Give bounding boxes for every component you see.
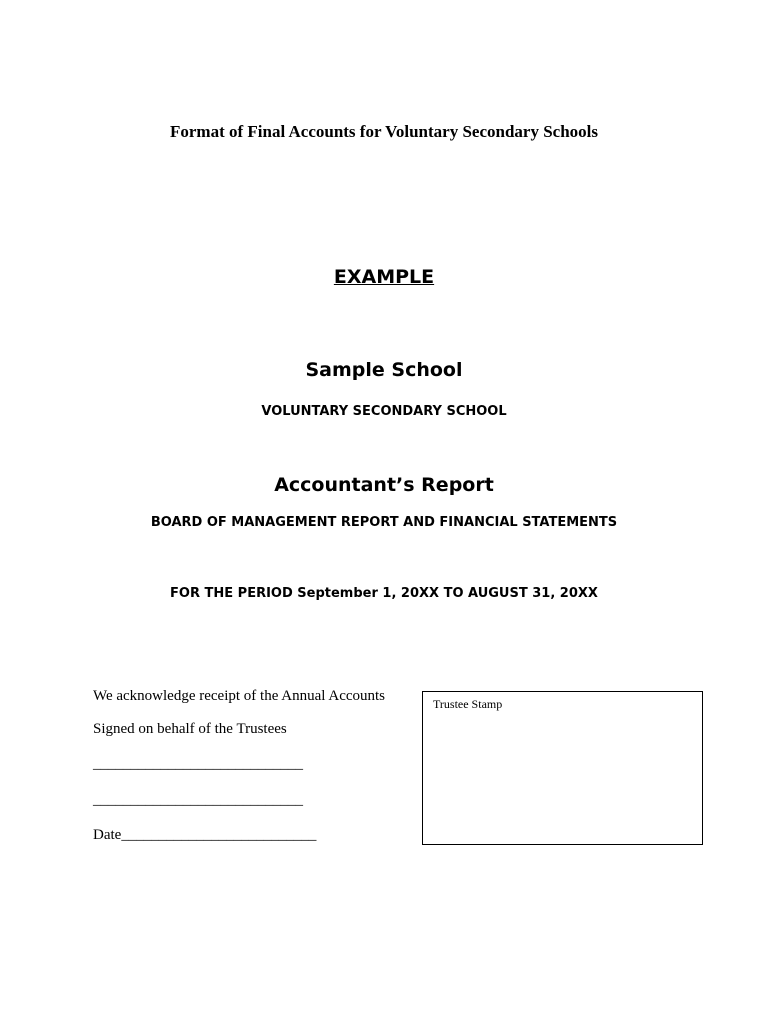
acknowledgement-text: We acknowledge receipt of the Annual Accounts	[93, 688, 386, 704]
report-subtitle: BOARD OF MANAGEMENT REPORT AND FINANCIAL STATEMENTS	[150, 515, 618, 530]
signed-on-behalf-text: Signed on behalf of the Trustees	[93, 721, 287, 737]
document-title: Format of Final Accounts for Voluntary Secondary Schools	[169, 122, 598, 141]
signature-line: ____________________________	[93, 792, 303, 808]
trustee-stamp-label: Trustee Stamp	[433, 697, 503, 711]
school-name: Sample School	[305, 359, 463, 381]
signature-line: ____________________________	[93, 756, 303, 772]
report-title: Accountant’s Report	[274, 474, 494, 496]
reporting-period: FOR THE PERIOD September 1, 20XX TO AUGUST 31, 20XX	[170, 586, 598, 601]
trustee-stamp-box	[422, 691, 703, 845]
example-heading: EXAMPLE	[333, 266, 435, 288]
date-line: Date__________________________	[93, 827, 317, 843]
school-type: VOLUNTARY SECONDARY SCHOOL	[261, 404, 507, 419]
